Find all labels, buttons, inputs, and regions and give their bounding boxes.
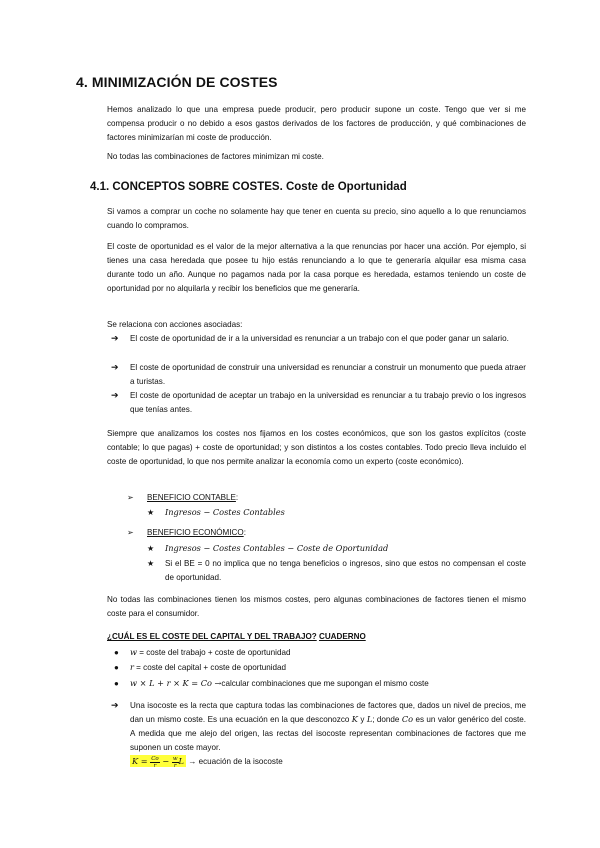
bullet-dot-icon: ●	[114, 679, 119, 688]
fraction-w-r	[172, 756, 179, 769]
arrow-bullet-icon: ➔	[111, 362, 119, 372]
variable-l: L	[366, 713, 373, 724]
related-item: El coste de oportunidad de construir una universidad es renunciar a construir un monumento que pueda atraer a turistas.	[130, 363, 526, 386]
cost-item-equation	[130, 677, 429, 691]
beneficio-economico-formula	[165, 542, 388, 556]
cost-equation: w × L + r × K = Co →	[130, 678, 222, 688]
equation-caption: → ecuación de la isocoste	[188, 757, 283, 766]
beneficio-contable-heading	[147, 491, 238, 505]
related-item: El coste de oportunidad de ir a la universidad es renunciar a un trabajo con el que poder ganar un salario.	[130, 334, 509, 343]
subsection-title: 4.1. CONCEPTOS SOBRE COSTES. Coste de Oportunidad	[90, 181, 407, 193]
paragraph-coche: Si vamos a comprar un coche no solamente hay que tener en cuenta su precio, sino aquello a lo que renunciamos cuando lo compramos.	[107, 207, 526, 230]
paragraph-costes-economicos: Siempre que analizamos los costes nos fijamos en los costes económicos, que son los gastos explícitos (coste contable; lo que pagas) + coste de oportunidad; y son distintos a los costes contables. Todo precio lleva incluido el coste de oportunidad, lo que nos permite analizar la economía como un experto (coste económico).	[107, 429, 526, 466]
paragraph-coste-oportunidad: El coste de oportunidad es el valor de la mejor alternativa a la que renuncias por hacer una acción. Por ejemplo, si tienes una casa heredada que posee tu hijo estás renunciando a lo que te generaría alquilar esa misma casa durante todo un año. Aunque no pagamos nada por la casa porque es heredada, estamos teniendo un coste de oportunidad por no alquilarla y recibir los beneficios que me generaría.	[107, 242, 526, 293]
variable-r: r	[130, 662, 134, 672]
intro-paragraph: Hemos analizado lo que una empresa puede producir, pero producir supone un coste. Tengo que ver si me compensa producir o no debido a esos gastos derivados de los factores de producción, y qué combinaciones de factores minimizarían mi coste de producción.	[107, 105, 526, 142]
formula-text: Ingresos − Costes Contables	[165, 507, 285, 517]
isocoste-paragraph	[130, 699, 526, 755]
triangle-bullet-icon: ➢	[127, 528, 134, 537]
variable-w: w	[130, 647, 138, 657]
star-bullet-icon: ★	[147, 544, 155, 553]
colon: :	[243, 528, 246, 537]
beneficio-economico-heading	[147, 526, 246, 540]
arrow-bullet-icon: ➔	[111, 390, 119, 400]
fraction-co-r	[150, 756, 160, 769]
beneficio-economico-note: Si el BE = 0 no implica que no tenga beneficios o ingresos, sino que estos no compensan el coste de oportunidad.	[165, 559, 526, 582]
isocoste-text: es un valor genérico del coste. A medida que me alejo del origen, las rectas del isocoste representan combinaciones de factores que me suponen un coste mayor.	[130, 714, 527, 752]
arrow-bullet-icon: ➔	[111, 700, 119, 710]
minus-sign: −	[162, 756, 170, 766]
triangle-bullet-icon: ➢	[127, 493, 134, 502]
colon: :	[235, 493, 239, 502]
fraction-denominator: r	[153, 762, 157, 769]
equation-tail: L	[178, 756, 184, 766]
isocoste-text: Una isocoste es la recta que captura todas las combinaciones de factores que, dados un nivel de precios, me dan un mismo coste. Es una ecuación en la que desconozco	[130, 701, 526, 724]
isocoste-text: y	[360, 714, 365, 724]
beneficio-contable-label: BENEFICIO CONTABLE	[147, 493, 236, 502]
equation-lhs: K =	[132, 756, 148, 766]
paragraph-combinaciones: No todas las combinaciones tienen los mismos costes, pero algunas combinaciones de factores tienen el mismo coste para el consumidor.	[107, 595, 526, 618]
formula-text: Ingresos − Costes Contables − Coste de Oportunidad	[165, 543, 389, 553]
variable-co: Co	[401, 713, 414, 724]
isocoste-text: ; donde	[372, 714, 400, 724]
cost-item-r	[130, 661, 286, 675]
bullet-dot-icon: ●	[114, 663, 119, 672]
intro-note: No todas las combinaciones de factores minimizan mi coste.	[107, 152, 324, 161]
question-tag: CUADERNO	[318, 632, 366, 641]
fraction-numerator: Co	[151, 755, 159, 762]
section-title: 4. MINIMIZACIÓN DE COSTES	[76, 74, 278, 90]
cost-item-text: calcular combinaciones que me supongan el mismo coste	[221, 679, 429, 688]
star-bullet-icon: ★	[147, 559, 155, 568]
cost-item-w	[130, 646, 290, 660]
isocoste-equation-line	[130, 755, 283, 769]
isocoste-equation	[130, 755, 186, 767]
beneficio-economico-label: BENEFICIO ECONÓMICO	[147, 528, 244, 537]
fraction-denominator: r	[173, 762, 177, 769]
related-intro: Se relaciona con acciones asociadas:	[107, 320, 243, 329]
cost-item-text: = coste del capital + coste de oportunidad	[136, 663, 287, 672]
question-heading	[107, 630, 366, 644]
cost-item-text: = coste del trabajo + coste de oportunidad	[139, 648, 291, 657]
arrow-bullet-icon: ➔	[111, 333, 119, 343]
question-text: ¿CUÁL ES EL COSTE DEL CAPITAL Y DEL TRABAJO?	[107, 632, 317, 641]
bullet-dot-icon: ●	[114, 648, 119, 657]
fraction-numerator: w	[172, 755, 178, 762]
related-item: El coste de oportunidad de aceptar un trabajo en la universidad es renunciar a tu trabajo previo o los ingresos que tenías antes.	[130, 391, 526, 414]
beneficio-contable-formula	[165, 506, 285, 520]
variable-k: K	[351, 713, 358, 724]
star-bullet-icon: ★	[147, 508, 155, 517]
